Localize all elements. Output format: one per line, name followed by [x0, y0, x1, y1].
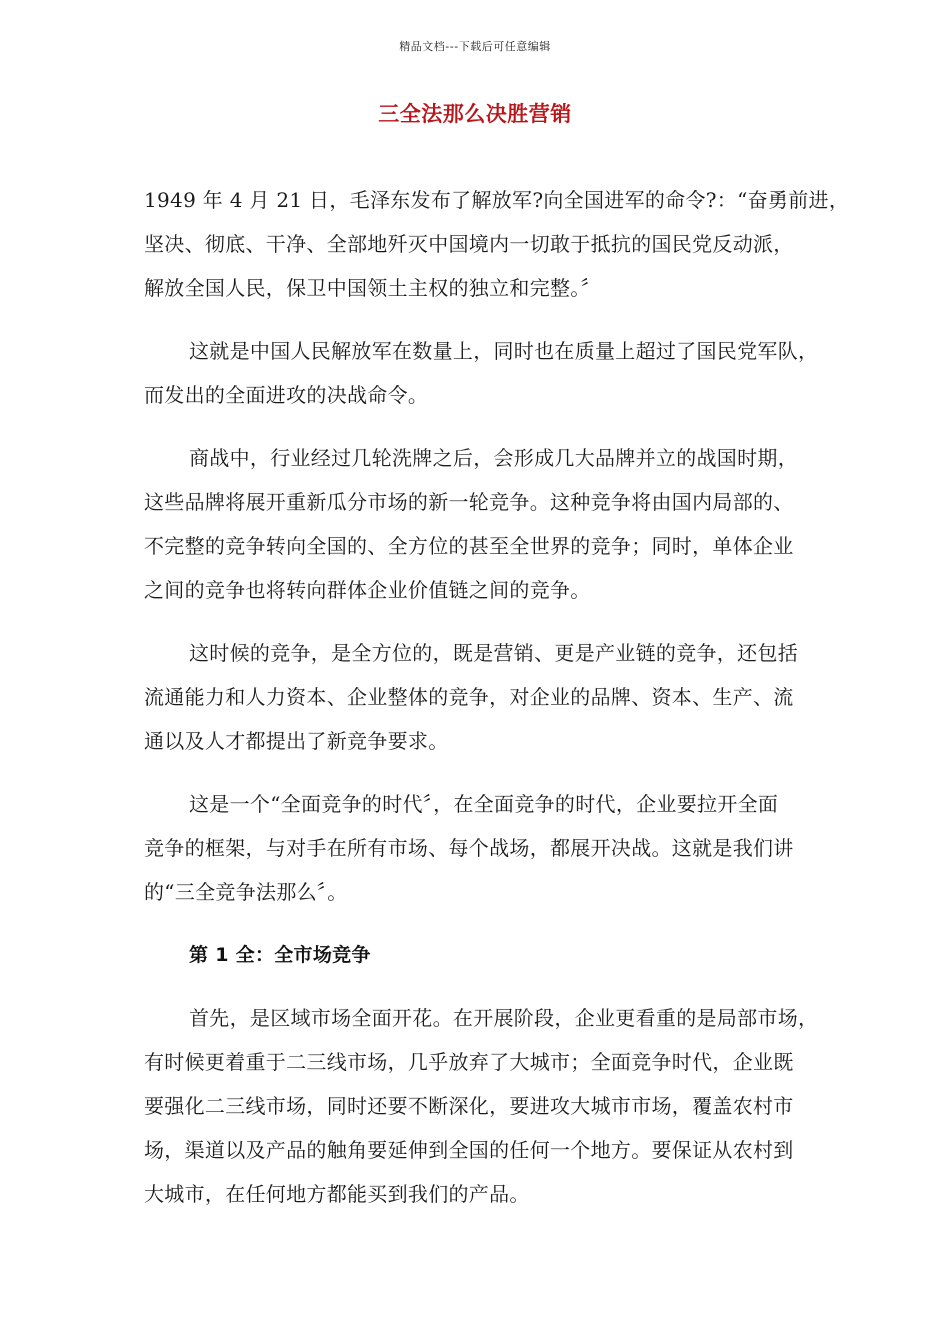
paragraph-line: 之间的竞争也将转向群体企业价值链之间的竞争。	[144, 578, 591, 602]
paragraph	[144, 329, 889, 417]
paragraph	[144, 178, 889, 310]
paragraph-line: 大城市，在任何地方都能买到我们的产品。	[144, 1182, 530, 1206]
paragraph-line: 要强化二三线市场，同时还要不断深化，要进攻大城市市场，覆盖农村市	[144, 1094, 794, 1118]
paragraph-line: 不完整的竞争转向全国的、全方位的甚至全世界的竞争；同时，单体企业	[144, 534, 794, 558]
page-header: 精品文档---下载后可任意编辑	[399, 40, 551, 53]
paragraph-line: 坚决、彻底、干净、全部地歼灭中国境内一切敢于抵抗的国民党反动派，	[144, 232, 794, 256]
paragraph-line: 有时候更着重于二三线市场，几乎放弃了大城市；全面竞争时代，企业既	[144, 1050, 794, 1074]
paragraph	[144, 996, 889, 1216]
paragraph-line: 竞争的框架，与对手在所有市场、每个战场，都展开决战。这就是我们讲	[144, 836, 794, 860]
paragraph-line: 场，渠道以及产品的触角要延伸到全国的任何一个地方。要保证从农村到	[144, 1138, 794, 1162]
document-body	[144, 178, 889, 1235]
document-title: 三全法那么决胜营销	[378, 102, 572, 126]
paragraph-line: 这时候的竞争，是全方位的，既是营销、更是产业链的竞争，还包括	[189, 641, 798, 665]
paragraph	[144, 782, 889, 914]
paragraph-line: 这些品牌将展开重新瓜分市场的新一轮竞争。这种竞争将由国内局部的、	[144, 490, 794, 514]
paragraph-line: 的“三全竞争法那么〞。	[144, 880, 348, 904]
paragraph-line: 流通能力和人力资本、企业整体的竞争，对企业的品牌、资本、生产、流	[144, 685, 794, 709]
paragraph	[144, 436, 889, 612]
paragraph-line: 1949 年 4 月 21 日，毛泽东发布了解放军?向全国进军的命令?：“奋勇前进，	[144, 188, 850, 212]
section-heading-text: 第 1 全：全市场竞争	[189, 944, 371, 966]
paragraph-line: 而发出的全面进攻的决战命令。	[144, 383, 429, 407]
paragraph	[144, 631, 889, 763]
paragraph-line: 通以及人才都提出了新竞争要求。	[144, 729, 449, 753]
paragraph-line: 这就是中国人民解放军在数量上，同时也在质量上超过了国民党军队，	[189, 339, 819, 363]
paragraph-line: 商战中，行业经过几轮洗牌之后，会形成几大品牌并立的战国时期，	[189, 446, 798, 470]
section-heading	[144, 933, 889, 977]
paragraph-line: 首先，是区域市场全面开花。在开展阶段，企业更看重的是局部市场，	[189, 1006, 819, 1030]
paragraph-line: 解放全国人民，保卫中国领土主权的独立和完整。〞	[144, 276, 601, 300]
paragraph-line: 这是一个“全面竞争的时代〞，在全面竞争的时代，企业要拉开全面	[189, 792, 779, 816]
